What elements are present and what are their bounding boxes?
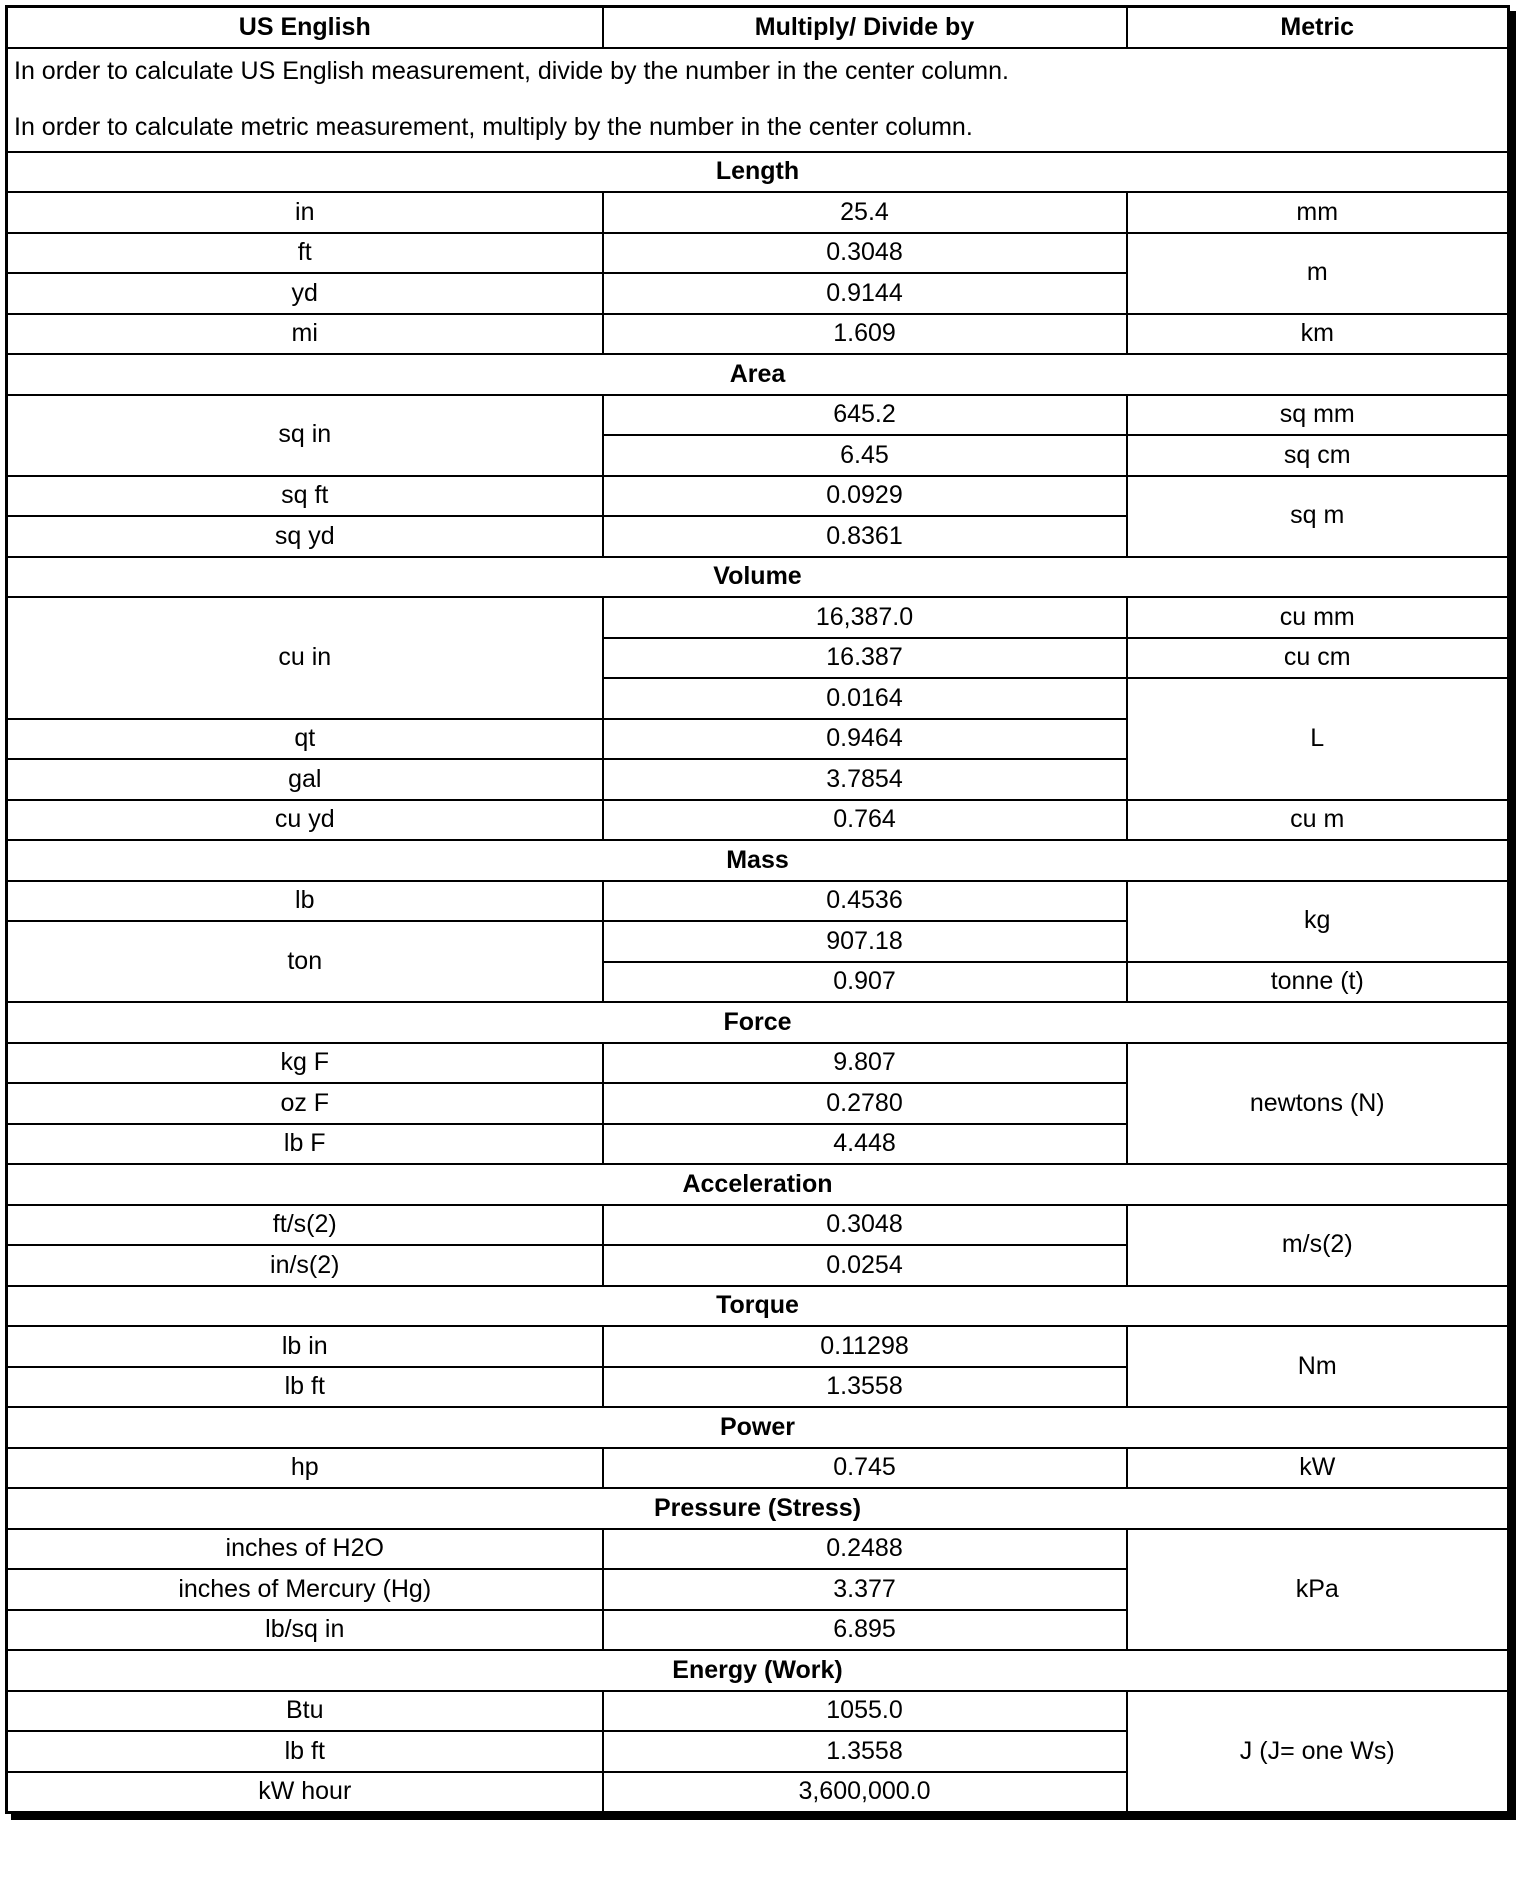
metric-unit-cell: kPa — [1127, 1529, 1509, 1651]
section-row — [7, 354, 1509, 395]
us-unit-cell: mi — [7, 314, 603, 355]
factor-cell: 1055.0 — [603, 1691, 1127, 1732]
factor-cell: 16.387 — [603, 638, 1127, 679]
section-row — [7, 1488, 1509, 1529]
metric-unit-cell: cu cm — [1127, 638, 1509, 679]
us-unit-cell: hp — [7, 1448, 603, 1489]
metric-unit-cell: sq mm — [1127, 395, 1509, 436]
table-row — [7, 1043, 1509, 1084]
factor-cell: 0.8361 — [603, 516, 1127, 557]
factor-cell: 6.45 — [603, 435, 1127, 476]
factor-cell: 0.3048 — [603, 233, 1127, 274]
table-row — [7, 476, 1509, 517]
us-unit-cell: inches of Mercury (Hg) — [7, 1569, 603, 1610]
us-unit-cell: in/s(2) — [7, 1245, 603, 1286]
section-title-power: Power — [7, 1407, 1509, 1448]
us-unit-cell: lb F — [7, 1124, 603, 1165]
metric-unit-cell: sq cm — [1127, 435, 1509, 476]
factor-cell: 6.895 — [603, 1610, 1127, 1651]
instruction-line: In order to calculate metric measurement, multiply by the number in the center column. — [14, 112, 973, 141]
section-row — [7, 1407, 1509, 1448]
table-row — [7, 314, 1509, 355]
factor-cell: 25.4 — [603, 192, 1127, 233]
us-unit-cell: sq ft — [7, 476, 603, 517]
factor-cell: 4.448 — [603, 1124, 1127, 1165]
column-header-factor: Multiply/ Divide by — [603, 7, 1127, 48]
factor-cell: 3.7854 — [603, 759, 1127, 800]
section-row — [7, 840, 1509, 881]
factor-cell: 0.3048 — [603, 1205, 1127, 1246]
us-unit-cell: lb/sq in — [7, 1610, 603, 1651]
metric-unit-cell: cu mm — [1127, 597, 1509, 638]
us-unit-cell: sq yd — [7, 516, 603, 557]
instruction-line: In order to calculate US English measurement, divide by the number in the center column. — [14, 57, 1009, 85]
us-unit-cell: in — [7, 192, 603, 233]
section-row — [7, 1286, 1509, 1327]
factor-cell: 3.377 — [603, 1569, 1127, 1610]
instructions-row — [7, 48, 1509, 152]
section-row — [7, 1164, 1509, 1205]
us-unit-cell: lb ft — [7, 1367, 603, 1408]
section-title-area: Area — [7, 354, 1509, 395]
section-title-volume: Volume — [7, 557, 1509, 598]
factor-cell: 1.3558 — [603, 1367, 1127, 1408]
section-title-energy: Energy (Work) — [7, 1650, 1509, 1691]
section-row — [7, 152, 1509, 193]
us-unit-cell: kW hour — [7, 1772, 603, 1813]
section-title-length: Length — [7, 152, 1509, 193]
table-row — [7, 1326, 1509, 1367]
table-row — [7, 192, 1509, 233]
factor-cell: 907.18 — [603, 921, 1127, 962]
table-row — [7, 881, 1509, 922]
table-row — [7, 395, 1509, 436]
metric-unit-cell: m/s(2) — [1127, 1205, 1509, 1286]
section-title-mass: Mass — [7, 840, 1509, 881]
factor-cell: 0.9144 — [603, 273, 1127, 314]
us-unit-cell: yd — [7, 273, 603, 314]
factor-cell: 0.2488 — [603, 1529, 1127, 1570]
conversion-table — [5, 5, 1510, 1814]
section-title-pressure: Pressure (Stress) — [7, 1488, 1509, 1529]
factor-cell: 0.745 — [603, 1448, 1127, 1489]
us-unit-cell: ft — [7, 233, 603, 274]
metric-unit-cell: kW — [1127, 1448, 1509, 1489]
us-unit-cell: gal — [7, 759, 603, 800]
instructions-cell — [7, 48, 1509, 152]
section-row — [7, 1650, 1509, 1691]
us-unit-cell: qt — [7, 719, 603, 760]
column-header-metric: Metric — [1127, 7, 1509, 48]
metric-unit-cell: mm — [1127, 192, 1509, 233]
metric-unit-cell: J (J= one Ws) — [1127, 1691, 1509, 1813]
us-unit-cell: inches of H2O — [7, 1529, 603, 1570]
factor-cell: 3,600,000.0 — [603, 1772, 1127, 1813]
metric-unit-cell: Nm — [1127, 1326, 1509, 1407]
factor-cell: 0.0254 — [603, 1245, 1127, 1286]
section-row — [7, 1002, 1509, 1043]
us-unit-cell: cu yd — [7, 800, 603, 841]
us-unit-cell: ft/s(2) — [7, 1205, 603, 1246]
metric-unit-cell: L — [1127, 678, 1509, 800]
table-row — [7, 1448, 1509, 1489]
metric-unit-cell: m — [1127, 233, 1509, 314]
table-row — [7, 1529, 1509, 1570]
table-row — [7, 233, 1509, 274]
table-row — [7, 800, 1509, 841]
metric-unit-cell: cu m — [1127, 800, 1509, 841]
factor-cell: 0.9464 — [603, 719, 1127, 760]
us-unit-cell: oz F — [7, 1083, 603, 1124]
us-unit-cell: kg F — [7, 1043, 603, 1084]
factor-cell: 0.0164 — [603, 678, 1127, 719]
column-header-us-english: US English — [7, 7, 603, 48]
section-title-acceleration: Acceleration — [7, 1164, 1509, 1205]
header-row — [7, 7, 1509, 48]
metric-unit-cell: newtons (N) — [1127, 1043, 1509, 1165]
section-title-force: Force — [7, 1002, 1509, 1043]
factor-cell: 0.2780 — [603, 1083, 1127, 1124]
factor-cell: 9.807 — [603, 1043, 1127, 1084]
us-unit-cell: lb in — [7, 1326, 603, 1367]
section-title-torque: Torque — [7, 1286, 1509, 1327]
factor-cell: 0.4536 — [603, 881, 1127, 922]
factor-cell: 0.764 — [603, 800, 1127, 841]
table-row — [7, 1205, 1509, 1246]
us-unit-cell: lb — [7, 881, 603, 922]
factor-cell: 1.609 — [603, 314, 1127, 355]
factor-cell: 0.0929 — [603, 476, 1127, 517]
us-unit-cell: sq in — [7, 395, 603, 476]
metric-unit-cell: sq m — [1127, 476, 1509, 557]
factor-cell: 0.11298 — [603, 1326, 1127, 1367]
table-row — [7, 597, 1509, 638]
us-unit-cell: Btu — [7, 1691, 603, 1732]
conversion-document — [5, 5, 1513, 1814]
metric-unit-cell: km — [1127, 314, 1509, 355]
metric-unit-cell: tonne (t) — [1127, 962, 1509, 1003]
us-unit-cell: lb ft — [7, 1731, 603, 1772]
factor-cell: 0.907 — [603, 962, 1127, 1003]
table-row — [7, 1691, 1509, 1732]
us-unit-cell: cu in — [7, 597, 603, 719]
factor-cell: 16,387.0 — [603, 597, 1127, 638]
factor-cell: 645.2 — [603, 395, 1127, 436]
us-unit-cell: ton — [7, 921, 603, 1002]
section-row — [7, 557, 1509, 598]
metric-unit-cell: kg — [1127, 881, 1509, 962]
factor-cell: 1.3558 — [603, 1731, 1127, 1772]
